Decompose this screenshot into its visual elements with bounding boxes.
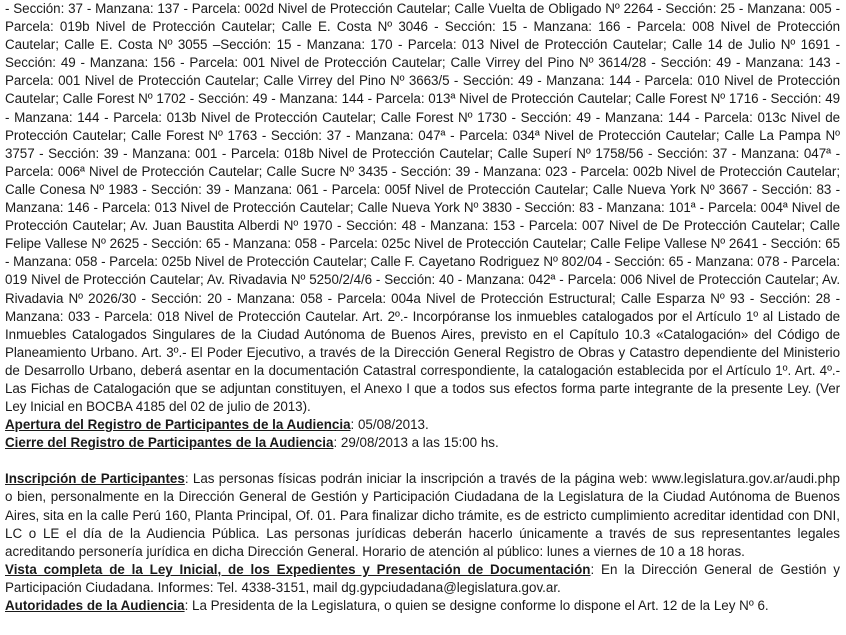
vista-heading: Vista completa de la Ley Inicial, de los Expedientes y Presentación de Documentación — [5, 561, 591, 577]
apertura-paragraph — [5, 416, 840, 434]
autoridades-text: : La Presidenta de la Legislatura, o quien se designe conforme lo dispone el Art. 12 de la Ley Nº 6. — [184, 598, 769, 613]
body-paragraph: - Sección: 37 - Manzana: 137 - Parcela: 002d Nivel de Protección Cautelar; Calle Vuelta de Obligado Nº 2264 - Sección: 25 - Manzana: 005 - Parcela: 019b Nivel de Protección Cautelar; Calle E. Costa Nº 3046 - Sección: 15 - Manzana: 166 - Parcela: 008 Nivel de Protección Cautelar; Calle E. Costa Nº 3055 –Sección: 15 - Manzana: 170 - Parcela: 013 Nivel de Protección Cautelar; Calle 14 de Julio Nº 1691 - Sección: 49 - Manzana: 156 - Parcela: 001 Nivel de Protección Cautelar; Calle Virrey del Pino Nº 3614/28 - Sección: 49 - Manzana: 143 - Parcela: 001 Nivel de Protección Cautelar; Calle Virrey del Pino Nº 3663/5 - Sección: 49 - Manzana: 144 - Parcela: 010 Nivel de Protección Cautelar; Calle Forest Nº 1702 - Sección: 49 - Manzana: 144 - Parcela: 013ª Nivel de Protección Cautelar; Calle Forest Nº 1716 - Sección: 49 - Manzana: 144 - Parcela: 013b Nivel de Protección Cautelar; Calle Forest Nº 1730 - Sección: 49 - Manzana: 144 - Parcela: 013c Nivel de Protección Cautelar; Calle Forest Nº 1763 - Sección: 37 - Manzana: 047ª - Parcela: 034ª Nivel de Protección Cautelar; Calle La Pampa Nº 3757 - Sección: 39 - Manzana: 001 - Parcela: 018b Nivel de Protección Cautelar; Calle Superí Nº 1758/56 - Sección: 37 - Manzana: 047ª - Parcela: 006ª Nivel de Protección Cautelar; Calle Sucre Nº 3435 - Sección: 39 - Manzana: 023 - Parcela: 002b Nivel de Protección Cautelar; Calle Conesa Nº 1983 - Sección: 39 - Manzana: 061 - Parcela: 005f Nivel de Protección Cautelar; Calle Nueva York Nº 3667 - Sección: 83 - Manzana: 146 - Parcela: 013 Nivel de Protección Cautelar; Calle Nueva York Nº 3830 - Sección: 83 - Manzana: 101ª - Parcela: 004ª Nivel de Protección Cautelar; Av. Juan Baustita Alberdi Nº 1970 - Sección: 48 - Manzana: 153 - Parcela: 007 Nivel de De Protección Cautelar; Calle Felipe Vallese Nº 2625 - Sección: 65 - Manzana: 058 - Parcela: 025c Nivel de Protección Cautelar; Calle Felipe Vallese Nº 2641 - Sección: 65 - Manzana: 058 - Parcela: 025b Nivel de Protección Cautelar; Calle F. Cayetano Rodriguez Nº 802/04 - Sección: 65 - Manzana: 078 - Parcela: 019 Nivel de Protección Cautelar; Av. Rivadavia Nº 5250/2/4/6 - Sección: 40 - Manzana: 042ª - Parcela: 006 Nivel de Protección Cautelar; Av. Rivadavia Nº 2026/30 - Sección: 20 - Manzana: 058 - Parcela: 004a Nivel de Protección Estructural; Calle Esparza Nº 93 - Sección: 28 - Manzana: 033 - Parcela: 018 Nivel de Protección Cautelar. Art. 2º.- Incorpóranse los inmuebles catalogados por el Artículo 1º al Listado de Inmuebles Catalogados Singulares de la Ciudad Autónoma de Buenos Aires, previsto en el Capítulo 10.3 «Catalogación» del Código de Planeamiento Urbano. Art. 3º.- El Poder Ejecutivo, a través de la Dirección General Registro de Obras y Catastro dependiente del Ministerio de Desarrollo Urbano, deberá asentar en la documentación Catastral correspondiente, la catalogación establecida por el Artículo 1º. Art. 4º.- Las Fichas de Catalogación que se adjuntan constituyen, el Anexo I que a todos sus efectos forma parte integrante de la presente Ley. (Ver Ley Inicial en BOCBA 4185 del 02 de julio de 2013). — [5, 1, 840, 415]
autoridades-paragraph — [5, 597, 840, 615]
inscripcion-paragraph — [5, 470, 840, 560]
inscripcion-heading: Inscripción de Participantes — [5, 471, 185, 487]
inscripcion-text: : Las personas físicas podrán iniciar la inscripción a través de la página web: www.legislatura.gov.ar/audi.php o bien, personalmente en la Dirección General de Gestión y Participación Ciudadana de la Legislatura de la Ciudad Autónoma de Buenos Aires, sita en la calle Perú 160, Planta Principal, Of. 01. Para finalizar dicho trámite, es de estricto cumplimiento acreditar identidad con DNI, LC o LE el día de la Audiencia Pública. Las personas jurídicas deberán hacerlo únicamente a través de sus representantes legales acreditando personería jurídica en dicha Dirección General. Horario de atención al público: lunes a viernes de 10 a 18 horas. — [5, 471, 840, 559]
apertura-heading: Apertura del Registro de Participantes de la Audiencia — [5, 417, 351, 433]
autoridades-heading: Autoridades de la Audiencia — [5, 598, 185, 613]
apertura-text: : 05/08/2013. — [350, 417, 429, 433]
vista-text: : En la Dirección General de Gestión y Participación Ciudadana. Informes: Tel. 4338-3151, mail dg.gypciudadana@legislatura.gov.ar. — [5, 561, 840, 595]
blank-line — [5, 452, 840, 470]
vista-paragraph — [5, 561, 840, 597]
cierre-text: : 29/08/2013 a las 15:00 hs. — [333, 435, 499, 451]
cierre-paragraph — [5, 434, 840, 452]
cierre-heading: Cierre del Registro de Participantes de la Audiencia — [5, 435, 334, 451]
